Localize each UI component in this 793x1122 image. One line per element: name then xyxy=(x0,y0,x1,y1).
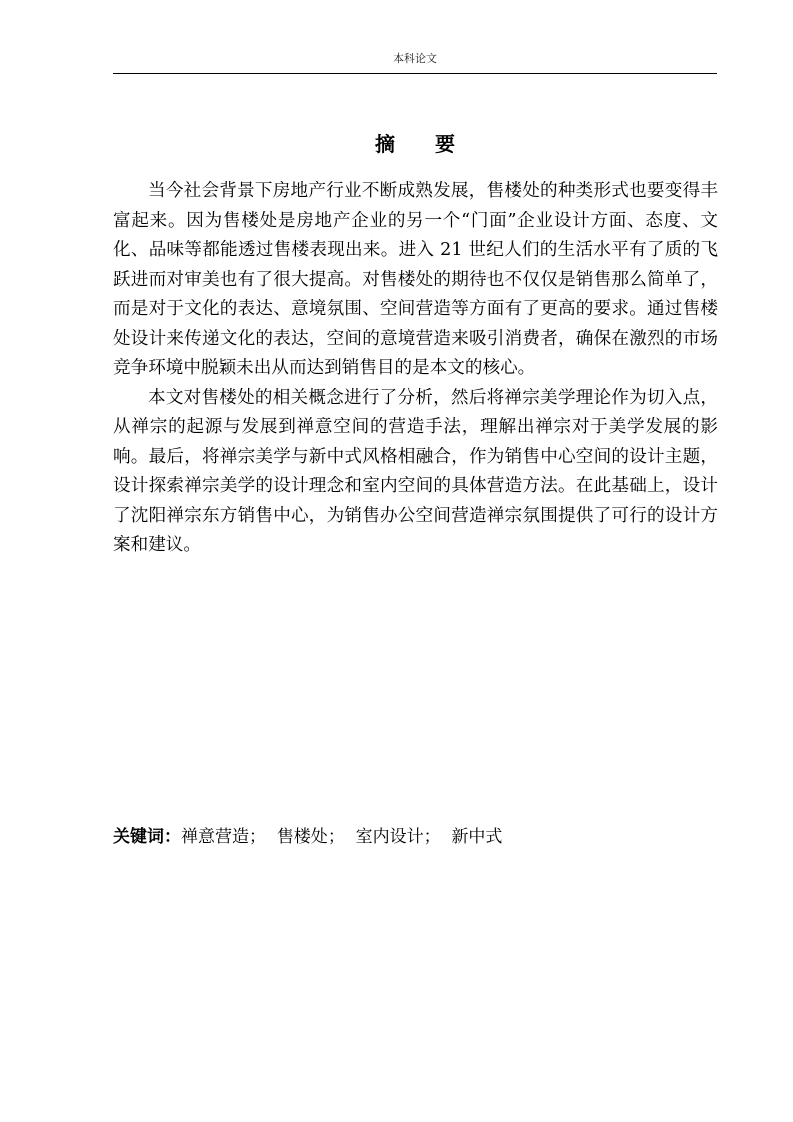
keyword-separator: ； xyxy=(327,827,345,847)
abstract-body xyxy=(113,177,718,561)
keywords-line xyxy=(113,823,717,851)
keyword-item: 新中式 xyxy=(451,827,503,847)
header-rule xyxy=(113,73,717,74)
keywords-label: 关键词： xyxy=(113,827,181,847)
keyword-separator: ； xyxy=(423,827,441,847)
abstract-paragraph-2: 本文对售楼处的相关概念进行了分析，然后将禅宗美学理论作为切入点，从禅宗的起源与发展到禅意空间的营造手法，理解出禅宗对于美学发展的影响。最后，将禅宗美学与新中式风格相融合，作为销售中心空间的设计主题，设计探索禅宗美学的设计理念和室内空间的具体营造方法。在此基础上，设计了沈阳禅宗东方销售中心，为销售办公空间营造禅宗氛围提供了可行的设计方案和建议。 xyxy=(113,387,718,555)
keyword-separator: ； xyxy=(249,827,266,847)
page-title: 摘要 xyxy=(375,132,495,156)
keyword-item: 室内设计 xyxy=(355,827,424,847)
keyword-item: 售楼处 xyxy=(276,827,328,847)
running-header: 本科论文 xyxy=(393,52,437,65)
abstract-paragraph-1: 当今社会背景下房地产行业不断成熟发展，售楼处的种类形式也要变得丰富起来。因为售楼处是房地产企业的另一个“门面”企业设计方面、态度、文化、品味等都能透过售楼表现出来。进入 21 世纪人们的生活水平有了质的飞跃进而对审美也有了很大提高。对售楼处的期待也不仅仅是销售那么简单了，而是对于文化的表达、意境氛围、空间营造等方面有了更高的要求。通过售楼处设计来传递文化的表达，空间的意境营造来吸引消费者，确保在激烈的市场竞争环境中脱颖未出从而达到销售目的是本文的核心。 xyxy=(113,181,718,378)
keyword-item: 禅意营造 xyxy=(181,827,249,847)
